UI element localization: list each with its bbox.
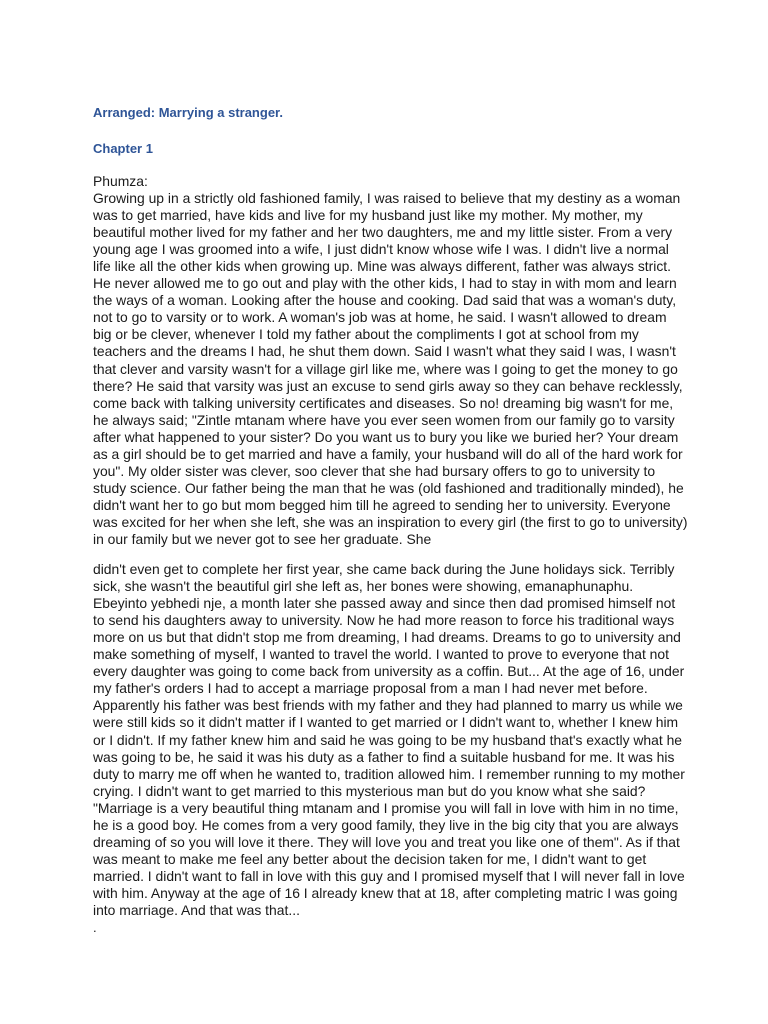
paragraph-1: Phumza: Growing up in a strictly old fashioned family, I was raised to believe that my destiny as a woman was to get married, have kids and live for my husband just like my mother. My mother, my beautiful mother lived for my father and her two daughters, me and my little sister. From a very young age I was groomed into a wife, I just didn't know whose wife I was. I didn't live a normal life like all the other kids when growing up. Mine was always different, father was always strict. He never allowed me to go out and play with the other kids, I had to stay in with mom and learn the ways of a woman. Looking after the house and cooking. Dad said that was a woman's duty, not to go to varsity or to work. A woman's job was at home, he said. I wasn't allowed to dream big or be clever, whenever I told my father about the compliments I got at school from my teachers and the dreams I had, he shut them down. Said I wasn't what they said I was, I wasn't that clever and varsity wasn't for a village girl like me, where was I going to get the money to go there? He said that varsity was just an excuse to send girls away so they can behave recklessly, come back with talking university certificates and diseases. So no! dreaming big wasn't for me, he always said; "Zintle mtanam where have you ever seen women from our family go to varsity after what happened to your sister? Do you want us to bury you like we buried her? Your dream as a girl should be to get married and have a family, your husband will do all of the hard work for you". My older sister was clever, soo clever that she had bursary offers to go to university to study science. Our father being the man that he was (old fashioned and traditionally minded), he didn't want her to go but mom begged him till he agreed to sending her to university. Everyone was excited for her when she left, she was an inspiration to every girl (the first to go to university) in our family but we never got to see her graduate. She [93, 173, 688, 547]
document-page [93, 103, 705, 936]
paragraph-2: didn't even get to complete her first year, she came back during the June holidays sick. Terribly sick, she wasn't the beautiful girl she left as, her bones were showing, emanaphunaphu. Ebeyinto yebhedi nje, a month later she passed away and since then dad promised himself not to send his daughters away to university. Now he had more reason to force his traditional ways more on us but that didn't stop me from dreaming, I had dreams. Dreams to go to university and make something of myself, I wanted to travel the world. I wanted to prove to everyone that not every daughter was going to come back from university as a coffin. But... At the age of 16, under my father's orders I had to accept a marriage proposal from a man I had never met before. Apparently his father was best friends with my father and they had planned to marry us while we were still kids so it didn't matter if I wanted to get married or I didn't want to, whether I knew him or I didn't. If my father knew him and said he was going to be my husband that's exactly what he was going to be, he said it was his duty as a father to find a suitable husband for me. It was his duty to marry me off when he wanted to, tradition allowed him. I remember running to my mother crying. I didn't want to get married to this mysterious man but do you know what she said? "Marriage is a very beautiful thing mtanam and I promise you will fall in love with him in no time, he is a good boy. He comes from a very good family, they live in the big city that you are always dreaming of so you will love it there. They will love you and treat you like one of them". As if that was meant to make me feel any better about the decision taken for me, I didn't want to get married. I didn't want to fall in love with this guy and I promised myself that I will never fall in love with him. Anyway at the age of 16 I already knew that at 18, after completing matric I was going into marriage. And that was that... [93, 561, 685, 918]
document-title: Arranged: Marrying a stranger. [93, 105, 283, 120]
chapter-heading: Chapter 1 [93, 141, 153, 156]
trailing-mark: . [93, 920, 97, 936]
